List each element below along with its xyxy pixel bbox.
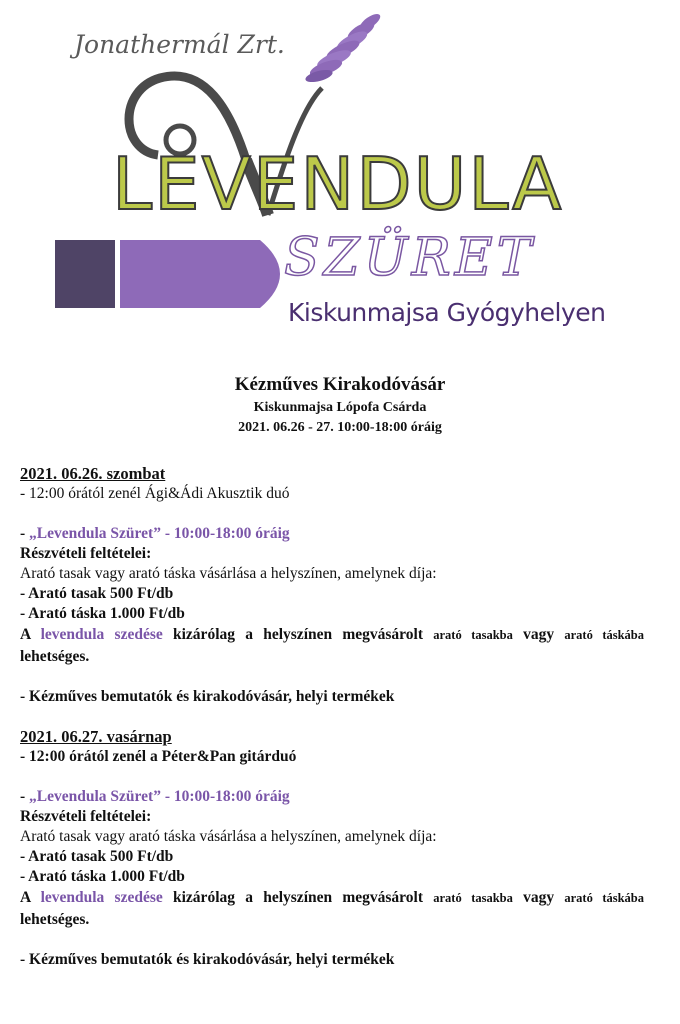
program-content bbox=[20, 464, 644, 970]
company-name: Jonathermál Zrt. bbox=[74, 30, 285, 59]
day-date: 2021. 06.26. szombat bbox=[20, 464, 166, 483]
picking-note: A levendula szedése kizárólag a helyszínen megvásárolt arató tasakba vagy arató táskába lehetséges. bbox=[20, 889, 645, 928]
day-date: 2021. 06.27. vasárnap bbox=[20, 727, 172, 746]
price-bag: - Arató tasak 500 Ft/db bbox=[20, 585, 174, 602]
crafts-item: - Kézműves bemutatók és kirakodóvásár, helyi termékek bbox=[20, 688, 395, 705]
brand-main-title: LEVENDULA bbox=[112, 142, 564, 226]
price-tote: - Arató táska 1.000 Ft/db bbox=[20, 868, 185, 885]
event-logo bbox=[0, 0, 680, 340]
conditions-text: Arató tasak vagy arató táska vásárlása a helyszínen, amelynek díja: bbox=[20, 565, 437, 582]
event-title: Kézműves Kirakodóvásár bbox=[234, 374, 446, 395]
lavender-icon bbox=[304, 11, 383, 84]
picking-note: A levendula szedése kizárólag a helyszínen megvásárolt arató tasakba vagy arató táskába lehetséges. bbox=[20, 626, 645, 665]
harvest-item: - „Levendula Szüret” - 10:00-18:00 óráig bbox=[20, 788, 290, 805]
conditions-title: Részvételi feltételei: bbox=[20, 545, 152, 562]
brand-sub-title: SZÜRET bbox=[284, 228, 536, 288]
event-location: Kiskunmajsa Lópofa Csárda bbox=[253, 400, 427, 415]
price-bag: - Arató tasak 500 Ft/db bbox=[20, 848, 174, 865]
harvest-name: „Levendula Szüret” - 10:00-18:00 óráig bbox=[29, 525, 290, 542]
harvest-item: - „Levendula Szüret” - 10:00-18:00 óráig bbox=[20, 525, 290, 542]
event-dates: 2021. 06.26 - 27. 10:00-18:00 óráig bbox=[238, 420, 442, 435]
conditions-title: Részvételi feltételei: bbox=[20, 808, 152, 825]
brand-location: Kiskunmajsa Gyógyhelyen bbox=[288, 298, 606, 327]
conditions-text: Arató tasak vagy arató táska vásárlása a helyszínen, amelynek díja: bbox=[20, 828, 437, 845]
price-tote: - Arató táska 1.000 Ft/db bbox=[20, 605, 185, 622]
harvest-name: „Levendula Szüret” - 10:00-18:00 óráig bbox=[29, 788, 290, 805]
music-item: - 12:00 órától zenél a Péter&Pan gitárduó bbox=[20, 748, 297, 765]
event-header bbox=[0, 374, 680, 438]
music-item: - 12:00 órától zenél Ági&Ádi Akusztik duó bbox=[20, 485, 290, 502]
crafts-item: - Kézműves bemutatók és kirakodóvásár, helyi termékek bbox=[20, 951, 395, 968]
